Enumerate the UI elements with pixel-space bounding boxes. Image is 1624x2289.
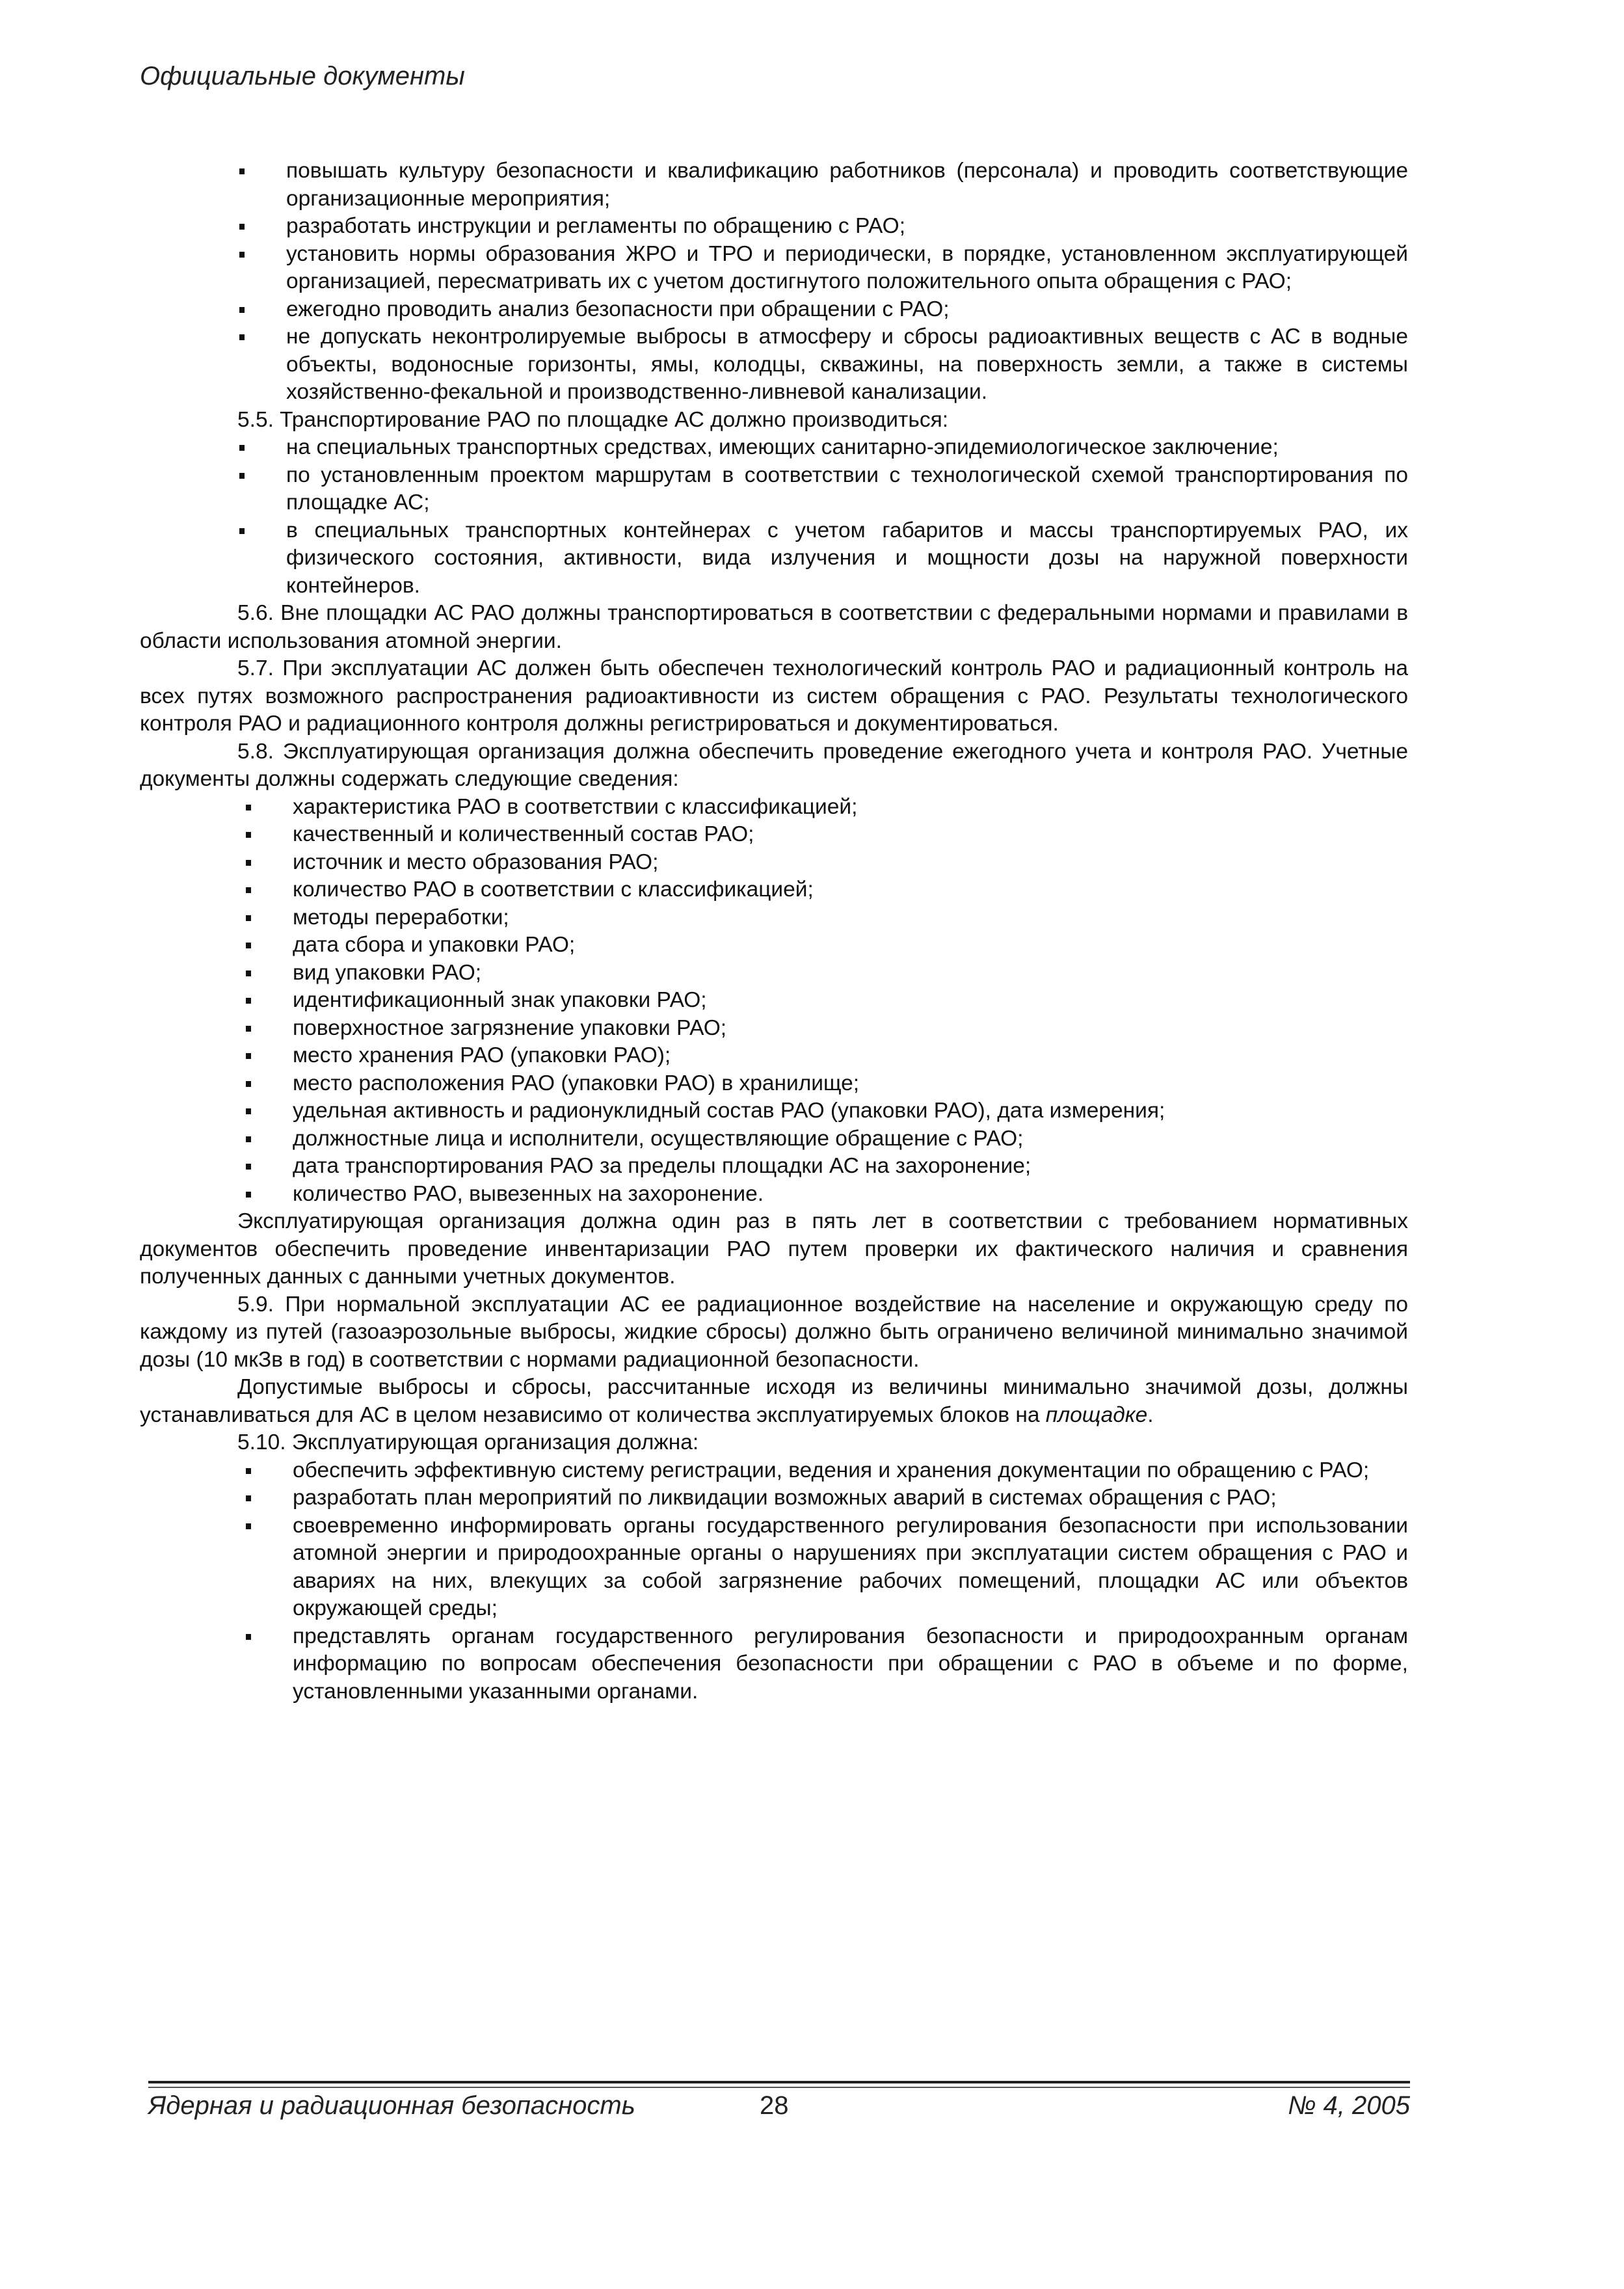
list-item: разработать инструкции и регламенты по обращению с РАО;: [140, 213, 1408, 241]
section-5-10: 5.10. Эксплуатирующая организация должна:: [237, 1430, 699, 1454]
list-item: на специальных транспортных средствах, имеющих санитарно-эпидемиологическое заключение;: [140, 434, 1408, 462]
list-item: своевременно информировать органы государственного регулирования безопасности при использовании атомной энергии и природоохранные органы о нарушениях при эксплуатации систем обращения с РАО и авариях на них, влекущих за собой загрязнение рабочих помещений, площадки АС или объектов окружающей среды;: [140, 1512, 1408, 1623]
list-item: вид упаковки РАО;: [140, 959, 1408, 987]
paragraph-end: .: [1147, 1402, 1154, 1427]
journal-title: Ядерная и радиационная безопасность: [148, 2091, 635, 2120]
list-item: характеристика РАО в соответствии с классификацией;: [140, 794, 1408, 822]
list-item: качественный и количественный состав РАО;: [140, 821, 1408, 849]
list-item: количество РАО, вывезенных на захоронение.: [140, 1181, 1408, 1209]
permissible-releases-paragraph: [140, 1374, 1408, 1429]
list-item: источник и место образования РАО;: [140, 849, 1408, 877]
section-5-8-list: [140, 794, 1408, 1209]
section-5-5: 5.5. Транспортирование РАО по площадке АС должно производиться:: [237, 407, 949, 432]
list-item: не допускать неконтролируемые выбросы в атмосферу и сбросы радиоактивных веществ с АС в водные объекты, водоносные горизонты, ямы, колодцы, скважины, на поверхность земли, а также в системы хозяйственно-фекальной и производственно-ливневой канализации.: [140, 323, 1408, 407]
paragraph-text: Допустимые выбросы и сбросы, рассчитанные исходя из величины минимально значимой дозы, должны устанавливаться для АС в целом независимо от количества эксплуатируемых блоков на: [140, 1375, 1408, 1427]
list-item: поверхностное загрязнение упаковки РАО;: [140, 1015, 1408, 1043]
list-item: по установленным проектом маршрутам в соответствии с технологической схемой транспортирования по площадке АС;: [140, 462, 1408, 517]
document-body: [140, 157, 1408, 1706]
list-item: должностные лица и исполнители, осуществляющие обращение с РАО;: [140, 1125, 1408, 1153]
list-item: количество РАО в соответствии с классификацией;: [140, 876, 1408, 904]
section-5-5-list: [140, 434, 1408, 600]
list-item: место расположения РАО (упаковки РАО) в хранилище;: [140, 1070, 1408, 1098]
footer-rule: [148, 2081, 1410, 2083]
list-item: разработать план мероприятий по ликвидации возможных аварий в системах обращения с РАО;: [140, 1484, 1408, 1512]
section-5-10-list: [140, 1457, 1408, 1706]
page-footer: [148, 2091, 1410, 2124]
footer-rule-thin: [148, 2087, 1410, 2088]
running-header: Официальные документы: [140, 62, 465, 90]
section-5-8: 5.8. Эксплуатирующая организация должна обеспечить проведение ежегодного учета и контроля РАО. Учетные документы должны содержать следующие сведения:: [140, 739, 1408, 791]
list-item: дата сбора и упаковки РАО;: [140, 931, 1408, 959]
inventory-paragraph: Эксплуатирующая организация должна один раз в пять лет в соответствии с требованием нормативных документов обеспечить проведение инвентаризации РАО путем проверки их фактического наличия и сравнения полученных данных с данными учетных документов.: [140, 1209, 1408, 1289]
list-item: ежегодно проводить анализ безопасности при обращении с РАО;: [140, 296, 1408, 324]
list-item: установить нормы образования ЖРО и ТРО и периодически, в порядке, установленном эксплуатирующей организацией, пересматривать их с учетом достигнутого положительного опыта обращения с РАО;: [140, 241, 1408, 296]
list-item: место хранения РАО (упаковки РАО);: [140, 1042, 1408, 1070]
issue-number: № 4, 2005: [1288, 2091, 1410, 2120]
list-item: повышать культуру безопасности и квалификацию работников (персонала) и проводить соответствующие организационные мероприятия;: [140, 157, 1408, 213]
italic-word: площадке: [1045, 1402, 1148, 1427]
list-item: дата транспортирования РАО за пределы площадки АС на захоронение;: [140, 1153, 1408, 1181]
list-item: методы переработки;: [140, 904, 1408, 932]
page-number: 28: [760, 2091, 789, 2120]
list-item: удельная активность и радионуклидный состав РАО (упаковки РАО), дата измерения;: [140, 1097, 1408, 1125]
list-item: в специальных транспортных контейнерах с учетом габаритов и массы транспортируемых РАО, их физического состояния, активности, вида излучения и мощности дозы на наружной поверхности контейнеров.: [140, 517, 1408, 600]
list-item: представлять органам государственного регулирования безопасности и природоохранным органам информацию по вопросам обеспечения безопасности при обращении с РАО в объеме и по форме, установленными указанными органами.: [140, 1623, 1408, 1706]
section-5-6: 5.6. Вне площадки АС РАО должны транспортироваться в соответствии с федеральными нормами и правилами в области использования атомной энергии.: [140, 601, 1408, 653]
section-5-7: 5.7. При эксплуатации АС должен быть обеспечен технологический контроль РАО и радиационный контроль на всех путях возможного распространения радиоактивности из систем обращения с РАО. Результаты технологического контроля РАО и радиационного контроля должны регистрироваться и документироваться.: [140, 656, 1408, 736]
section-5-9: 5.9. При нормальной эксплуатации АС ее радиационное воздействие на население и окружающую среду по каждому из путей (газоаэрозольные выбросы, жидкие сбросы) должно быть ограничено величиной минимально значимой дозы (10 мкЗв в год) в соответствии с нормами радиационной безопасности.: [140, 1292, 1408, 1372]
list-item: идентификационный знак упаковки РАО;: [140, 987, 1408, 1015]
list-item: обеспечить эффективную систему регистрации, ведения и хранения документации по обращению с РАО;: [140, 1457, 1408, 1485]
top-bullet-list: [140, 157, 1408, 407]
